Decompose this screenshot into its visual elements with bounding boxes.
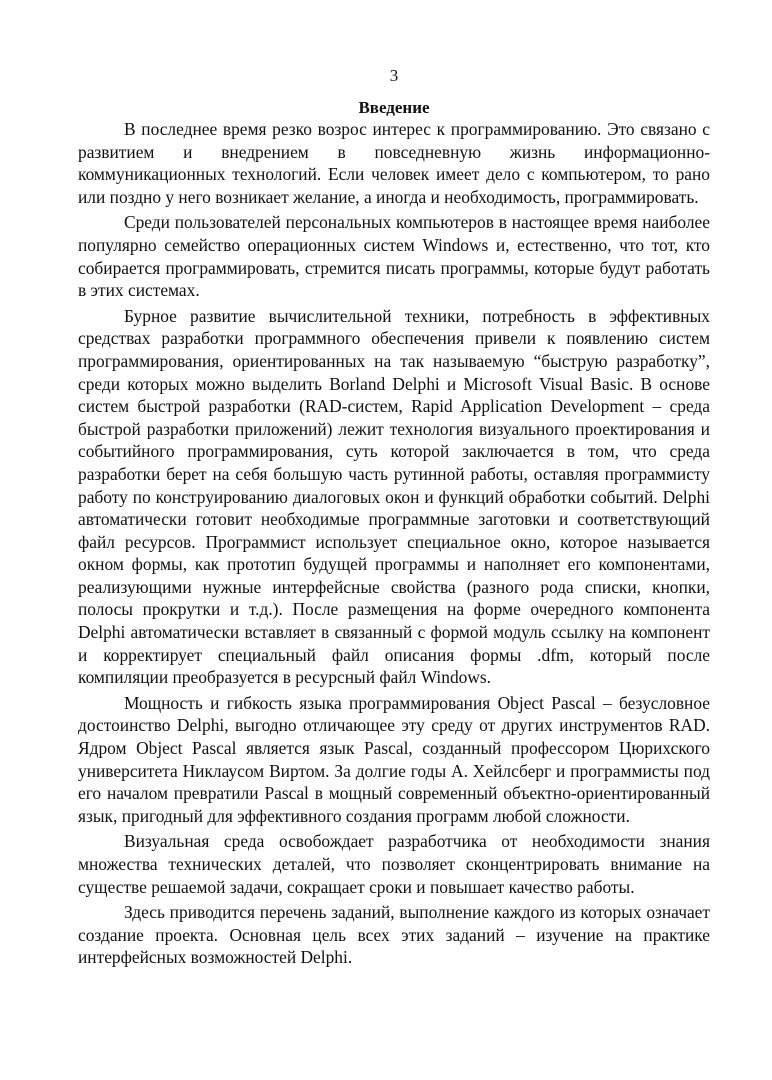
- paragraph-4: Мощность и гибкость языка программирования Object Pascal – безусловное достоинство Delphi, выгодно отличающее эту среду от других инструментов RAD. Ядром Object Pascal является язык Pascal, созданный профессором Цюрихского университета Никлаусом Виртом. За долгие годы А. Хейлсберг и программисты под его началом превратили Pascal в мощный современный объектно-ориентированный язык, пригодный для эффективного создания программ любой сложности.: [78, 692, 710, 826]
- paragraph-5: Визуальная среда освобождает разработчика от необходимости знания множества технических деталей, что позволяет сконцентрировать внимание на существе решаемой задачи, сокращает сроки и повышает качество работы.: [78, 831, 710, 897]
- paragraph-3: Бурное развитие вычислительной техники, потребность в эффективных средствах разработки программного обеспечения привели к появлению систем программирования, ориентированных на так называемую “быструю разработку”, среди которых можно выделить Borland Delphi и Microsoft Visual Basic. В основе систем быстрой разработки (RAD-систем, Rapid Application Development – среда быстрой разработки приложений) лежит технология визуального проектирования и событийного программирования, суть которой заключается в том, что среда разработки берет на себя большую часть рутинной работы, оставляя программисту работу по конструированию диалоговых окон и функций обработки событий. Delphi автоматически готовит необходимые программные заготовки и соответствующий файл ресурсов. Программист использует специальное окно, которое называется окном формы, как прототип будущей программы и наполняет его компонентами, реализующими нужные интерфейсные свойства (разного рода списки, кнопки, полосы прокрутки и т.д.). После размещения на форме очередного компонента Delphi автоматически вставляет в связанный с формой модуль ссылку на компонент и корректирует специальный файл описания формы .dfm, который после компиляции преобразуется в ресурсный файл Windows.: [78, 305, 710, 688]
- page-number: 3: [389, 66, 399, 85]
- section-title: Введение: [358, 98, 430, 117]
- paragraph-6: Здесь приводится перечень заданий, выполнение каждого из которых означает создание проекта. Основная цель всех этих заданий – изучение на практике интерфейсных возможностей Delphi.: [78, 902, 710, 968]
- paragraph-2: Среди пользователей персональных компьютеров в настоящее время наиболее популярно семейство операционных систем Windows и, естественно, что тот, кто собирается программировать, стремится писать программы, которые будут работать в этих системах.: [78, 212, 710, 301]
- paragraph-1: В последнее время резко возрос интерес к программированию. Это связано с развитием и внедрением в повседневную жизнь информационно-коммуникационных технологий. Если человек имеет дело с компьютером, то рано или поздно у него возникает желание, а иногда и необходимость, программировать.: [78, 119, 710, 207]
